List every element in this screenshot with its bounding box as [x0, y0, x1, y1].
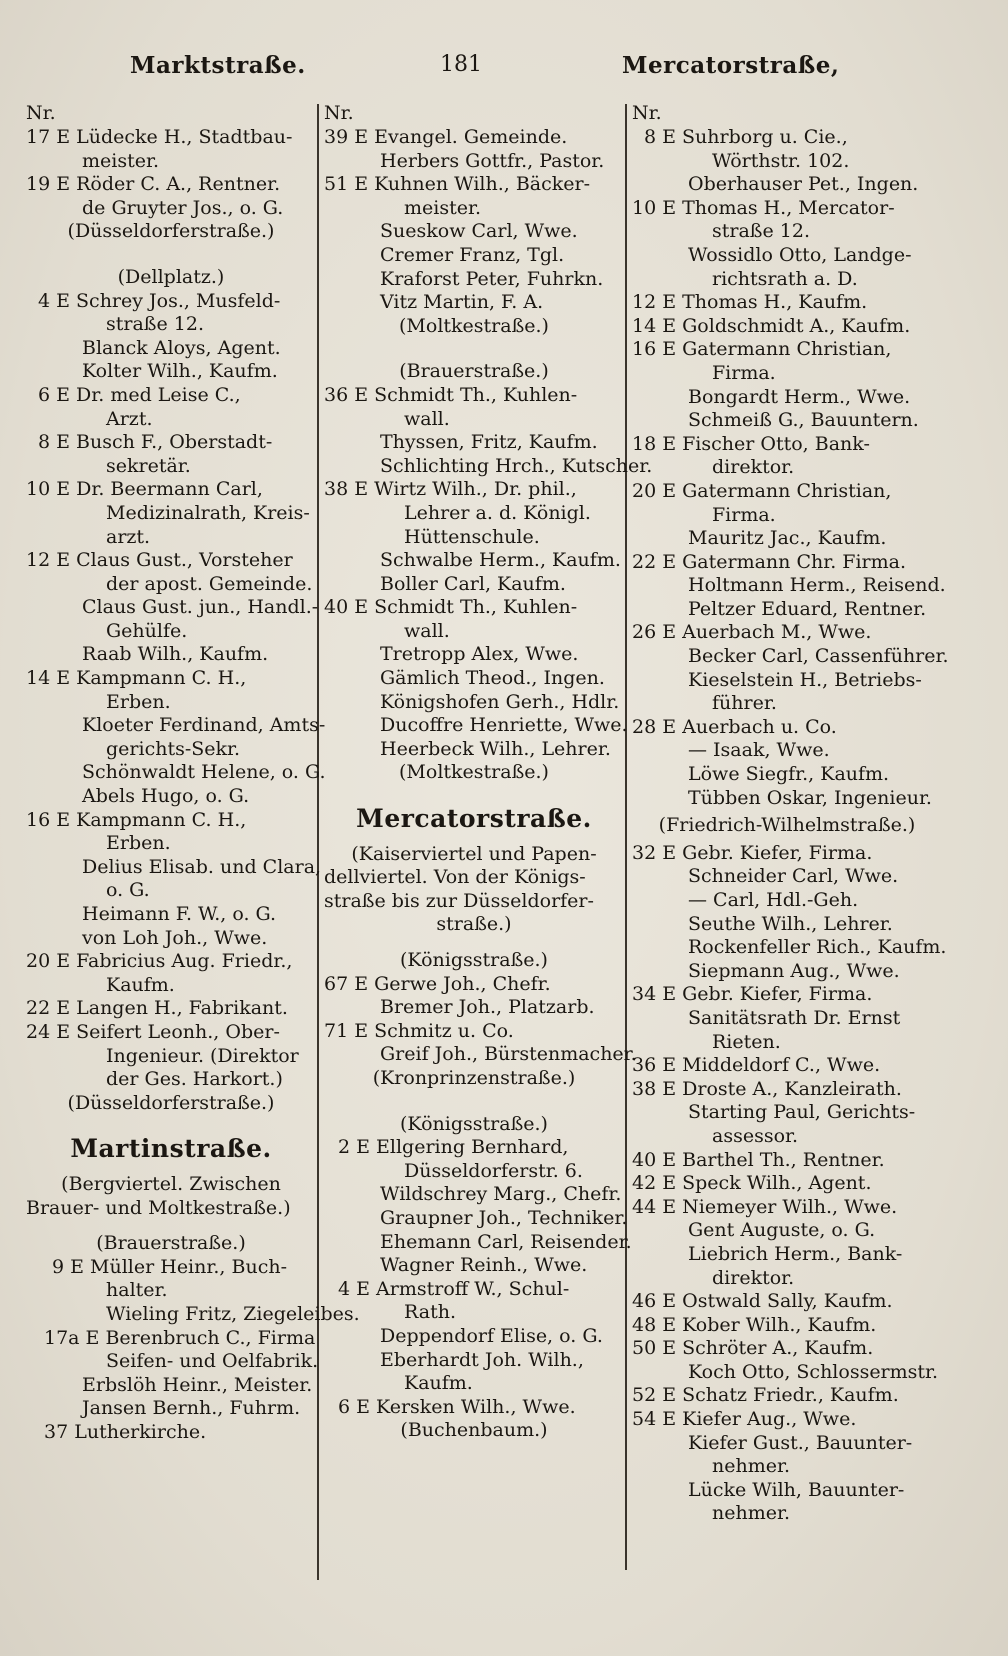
entry-line: 20 E Gatermann Christian, — [632, 479, 892, 502]
cross-street: (Buchenbaum.) — [400, 1419, 548, 1442]
entry-line: der Ges. Harkort.) — [106, 1068, 283, 1091]
entry-line: Seuthe Wilh., Lehrer. — [688, 912, 893, 935]
entry-line: 46 E Ostwald Sally, Kaufm. — [632, 1290, 893, 1313]
entry-line: Schmeiß G., Bauuntern. — [688, 409, 919, 432]
entry-line: Tretropp Alex, Wwe. — [380, 643, 579, 666]
entry-line: Boller Carl, Kaufm. — [380, 572, 566, 595]
entry-line: Starting Paul, Gerichts- — [688, 1101, 916, 1124]
section-heading-mercatorstrasse: Mercatorstraße. — [356, 804, 592, 834]
entry-line: Schneider Carl, Wwe. — [688, 865, 899, 888]
entry-line: 54 E Kiefer Aug., Wwe. — [632, 1408, 857, 1431]
entry-line: Rieten. — [712, 1030, 781, 1053]
entry-line: Hüttenschule. — [404, 525, 540, 548]
entry-line: Herbers Gottfr., Pastor. — [380, 149, 605, 172]
section-heading-martinstrasse: Martinstraße. — [70, 1134, 272, 1164]
entry-line: 42 E Speck Wilh., Agent. — [632, 1172, 872, 1195]
entry-line: Kraforst Peter, Fuhrkn. — [380, 267, 604, 290]
entry-line: Graupner Joh., Techniker. — [380, 1206, 628, 1229]
entry-line: Firma. — [712, 361, 776, 384]
entry-line: Kaufm. — [404, 1372, 473, 1395]
entry-line: Heerbeck Wilh., Lehrer. — [380, 737, 611, 760]
entry-line: Kiefer Gust., Bauunter- — [688, 1431, 913, 1454]
column-divider — [625, 104, 627, 1570]
entry-line: straße 12. — [106, 313, 204, 336]
entry-line: nehmer. — [712, 1455, 791, 1478]
entry-line: Wildschrey Marg., Chefr. — [380, 1183, 622, 1206]
entry-line: Firma. — [712, 503, 776, 526]
entry-line: Cremer Franz, Tgl. — [380, 243, 565, 266]
entry-line: Erben. — [106, 690, 171, 713]
section-description: (Kaiserviertel und Papen- — [351, 842, 597, 865]
entry-line: nehmer. — [712, 1502, 791, 1525]
cross-street: (Friedrich-Wilhelmstraße.) — [658, 814, 916, 837]
entry-line: Ehemann Carl, Reisender. — [380, 1230, 632, 1253]
entry-line: 24 E Seifert Leonh., Ober- — [26, 1020, 280, 1043]
cross-street: (Dellplatz.) — [117, 265, 225, 288]
cross-street: (Königsstraße.) — [400, 1112, 548, 1135]
entry-line: der apost. Gemeinde. — [106, 572, 313, 595]
entry-line: Königshofen Gerh., Hdlr. — [380, 690, 620, 713]
entry-line: Wieling Fritz, Ziegeleibes. — [106, 1302, 360, 1325]
entry-line: direktor. — [712, 456, 795, 479]
cross-street: (Brauerstraße.) — [96, 1232, 246, 1255]
entry-line: gerichts-Sekr. — [106, 737, 241, 760]
nr-label: Nr. — [632, 102, 662, 124]
page-number: 181 — [440, 52, 482, 77]
entry-line: 16 E Kampmann C. H., — [26, 808, 247, 831]
entry-line: Gämlich Theod., Ingen. — [380, 667, 605, 690]
entry-line: Heimann F. W., o. G. — [82, 903, 277, 925]
entry-line: 26 E Auerbach M., Wwe. — [632, 621, 872, 644]
entry-line: 38 E Droste A., Kanzleirath. — [632, 1077, 902, 1100]
entry-line: Deppendorf Elise, o. G. — [380, 1324, 603, 1347]
entry-line: 17a E Berenbruch C., Firma — [44, 1326, 316, 1349]
entry-line: 14 E Kampmann C. H., — [26, 667, 247, 690]
entry-line: 37 Lutherkirche. — [44, 1420, 207, 1443]
entry-line: Greif Joh., Bürstenmacher. — [380, 1043, 637, 1066]
entry-line: 10 E Thomas H., Mercator- — [632, 196, 895, 219]
entry-line: Oberhauser Pet., Ingen. — [688, 173, 919, 196]
cross-street: (Düsseldorferstraße.) — [67, 220, 275, 243]
entry-line: Holtmann Herm., Reisend. — [688, 574, 946, 597]
cross-street: (Düsseldorferstraße.) — [67, 1091, 275, 1114]
column-left — [26, 102, 360, 1444]
column-middle — [324, 102, 653, 1443]
entry-line: 34 E Gebr. Kiefer, Firma. — [632, 983, 873, 1006]
entry-line: 36 E Middeldorf C., Wwe. — [632, 1054, 881, 1077]
entry-line: Arzt. — [106, 407, 153, 430]
entry-line: 6 E Dr. med Leise C., — [38, 383, 241, 406]
entry-line: direktor. — [712, 1266, 795, 1289]
entry-line: 2 E Ellgering Bernhard, — [338, 1136, 569, 1159]
entry-line: 4 E Schrey Jos., Musfeld- — [38, 289, 281, 312]
entry-line: 39 E Evangel. Gemeinde. — [324, 126, 568, 148]
section-description: (Bergviertel. Zwischen — [61, 1172, 281, 1195]
section-description: dellviertel. Von der Königs- — [324, 866, 586, 889]
cross-street: (Moltkestraße.) — [399, 314, 549, 337]
entry-line: Wörthstr. 102. — [712, 149, 850, 172]
entry-line: Abels Hugo, o. G. — [82, 785, 250, 808]
entry-line: 22 E Langen H., Fabrikant. — [26, 997, 288, 1020]
entry-line: 71 E Schmitz u. Co. — [324, 1019, 514, 1042]
entry-line: Erbslöh Heinr., Meister. — [82, 1373, 313, 1396]
entry-line: 44 E Niemeyer Wilh., Wwe. — [632, 1195, 898, 1218]
entry-line: Lehrer a. d. Königl. — [404, 501, 591, 524]
entry-line: Erben. — [106, 832, 171, 855]
entry-line: Bremer Joh., Platzarb. — [380, 996, 595, 1019]
page-header — [0, 52, 1008, 88]
entry-line: Gent Auguste, o. G. — [688, 1219, 876, 1242]
entry-line: 20 E Fabricius Aug. Friedr., — [26, 950, 293, 973]
entry-line: Liebrich Herm., Bank- — [688, 1242, 903, 1265]
entry-line: Wossidlo Otto, Landge- — [688, 243, 912, 266]
nr-label: Nr. — [26, 102, 56, 124]
entry-line: Schlichting Hrch., Kutscher. — [380, 454, 653, 477]
entry-line: wall. — [404, 407, 450, 430]
entry-line: Schönwaldt Helene, o. G. — [82, 761, 326, 784]
entry-line: Raab Wilh., Kaufm. — [82, 643, 269, 666]
entry-line: 51 E Kuhnen Wilh., Bäcker- — [324, 173, 591, 196]
entry-line: halter. — [106, 1279, 168, 1302]
entry-line: Claus Gust. jun., Handl.- — [82, 596, 319, 619]
entry-line: Schwalbe Herm., Kaufm. — [380, 549, 621, 572]
entry-line: 18 E Fischer Otto, Bank- — [632, 432, 870, 455]
entry-line: Sanitätsrath Dr. Ernst — [688, 1006, 901, 1029]
entry-line: Siepmann Aug., Wwe. — [688, 959, 900, 982]
entry-line: assessor. — [712, 1124, 799, 1147]
entry-line: 16 E Gatermann Christian, — [632, 338, 892, 361]
entry-line: 19 E Röder C. A., Rentner. — [26, 173, 281, 196]
entry-line: Tübben Oskar, Ingenieur. — [688, 786, 932, 809]
entry-line: Düsseldorferstr. 6. — [404, 1159, 583, 1182]
entry-line: Sueskow Carl, Wwe. — [380, 220, 578, 243]
entry-line: Löwe Siegfr., Kaufm. — [688, 763, 890, 786]
entry-line: 36 E Schmidt Th., Kuhlen- — [324, 383, 578, 406]
entry-line: meister. — [404, 196, 482, 219]
entry-line: Kolter Wilh., Kaufm. — [82, 360, 278, 383]
entry-line: Kaufm. — [106, 973, 175, 996]
entry-line: Bongardt Herm., Wwe. — [688, 385, 911, 408]
cross-street: (Brauerstraße.) — [399, 360, 549, 383]
entry-line: von Loh Joh., Wwe. — [82, 926, 268, 949]
entry-line: Kloeter Ferdinand, Amts- — [82, 714, 326, 737]
entry-line: Delius Elisab. und Clara, — [82, 855, 322, 878]
entry-line: Becker Carl, Cassenführer. — [688, 645, 949, 668]
entry-line: 67 E Gerwe Joh., Chefr. — [324, 972, 551, 995]
entry-line: 22 E Gatermann Chr. Firma. — [632, 550, 907, 573]
entry-line: 8 E Busch F., Oberstadt- — [38, 431, 273, 454]
entry-line: Lücke Wilh, Bauunter- — [688, 1478, 905, 1501]
entry-line: Gehülfe. — [106, 619, 188, 642]
entry-line: o. G. — [106, 879, 150, 902]
entry-line: 17 E Lüdecke H., Stadtbau- — [26, 126, 293, 148]
cross-street: (Moltkestraße.) — [399, 761, 549, 784]
entry-line: — Carl, Hdl.-Geh. — [688, 889, 859, 911]
entry-line: Koch Otto, Schlossermstr. — [688, 1360, 939, 1383]
entry-line: 12 E Claus Gust., Vorsteher — [26, 549, 293, 572]
entry-line: Kieselstein H., Betriebs- — [688, 668, 922, 691]
entry-line: 50 E Schröter A., Kaufm. — [632, 1337, 874, 1360]
cross-street: (Königsstraße.) — [400, 949, 548, 971]
entry-line: richtsrath a. D. — [712, 267, 858, 290]
entry-line: 40 E Barthel Th., Rentner. — [632, 1148, 885, 1171]
entry-line: sekretär. — [106, 454, 191, 477]
entry-line: wall. — [404, 619, 450, 642]
entry-line: 32 E Gebr. Kiefer, Firma. — [632, 841, 873, 864]
entry-line: 6 E Kersken Wilh., Wwe. — [338, 1395, 576, 1418]
entry-line: meister. — [82, 149, 160, 172]
entry-line: straße 12. — [712, 220, 810, 243]
entry-line: Wagner Reinh., Wwe. — [380, 1254, 588, 1277]
entry-line: 12 E Thomas H., Kaufm. — [632, 291, 868, 314]
entry-line: 28 E Auerbach u. Co. — [632, 715, 837, 738]
entry-line: Thyssen, Fritz, Kaufm. — [380, 431, 598, 454]
entry-line: 8 E Suhrborg u. Cie., — [644, 126, 848, 148]
entry-line: 52 E Schatz Friedr., Kaufm. — [632, 1384, 899, 1407]
section-description: straße bis zur Düsseldorfer- — [324, 889, 594, 912]
entry-line: arzt. — [106, 525, 151, 548]
entry-line: Medizinalrath, Kreis- — [106, 501, 310, 524]
entry-line: 10 E Dr. Beermann Carl, — [26, 478, 263, 501]
entry-line: Eberhardt Joh. Wilh., — [380, 1348, 584, 1371]
entry-line: Seifen- und Oelfabrik. — [106, 1350, 319, 1373]
entry-line: Peltzer Eduard, Rentner. — [688, 597, 927, 620]
column-right — [632, 102, 949, 1526]
entry-line: 4 E Armstroff W., Schul- — [338, 1277, 570, 1300]
entry-line: — Isaak, Wwe. — [688, 739, 830, 762]
entry-line: de Gruyter Jos., o. G. — [82, 196, 284, 219]
section-description: Brauer- und Moltkestraße.) — [26, 1196, 291, 1219]
entry-line: 40 E Schmidt Th., Kuhlen- — [324, 596, 578, 619]
entry-line: Jansen Bernh., Fuhrm. — [82, 1397, 301, 1420]
nr-label: Nr. — [324, 102, 354, 124]
entry-line: Rath. — [404, 1301, 456, 1324]
entry-line: führer. — [712, 692, 777, 715]
entry-line: Ducoffre Henriette, Wwe. — [380, 714, 628, 737]
right-running-head: Mercatorstraße, — [622, 52, 840, 79]
entry-line: Blanck Aloys, Agent. — [82, 336, 281, 359]
entry-line: 14 E Goldschmidt A., Kaufm. — [632, 314, 911, 337]
entry-line: 48 E Kober Wilh., Kaufm. — [632, 1313, 877, 1336]
entry-line: 38 E Wirtz Wilh., Dr. phil., — [324, 478, 577, 501]
entry-line: Mauritz Jac., Kaufm. — [688, 527, 887, 550]
entry-line: Vitz Martin, F. A. — [380, 291, 544, 314]
entry-line: Ingenieur. (Direktor — [106, 1044, 299, 1067]
section-description: straße.) — [436, 913, 512, 936]
cross-street: (Kronprinzenstraße.) — [372, 1066, 576, 1089]
entry-line: Rockenfeller Rich., Kaufm. — [688, 936, 947, 959]
left-running-head: Marktstraße. — [130, 52, 306, 79]
entry-line: 9 E Müller Heinr., Buch- — [52, 1255, 287, 1278]
